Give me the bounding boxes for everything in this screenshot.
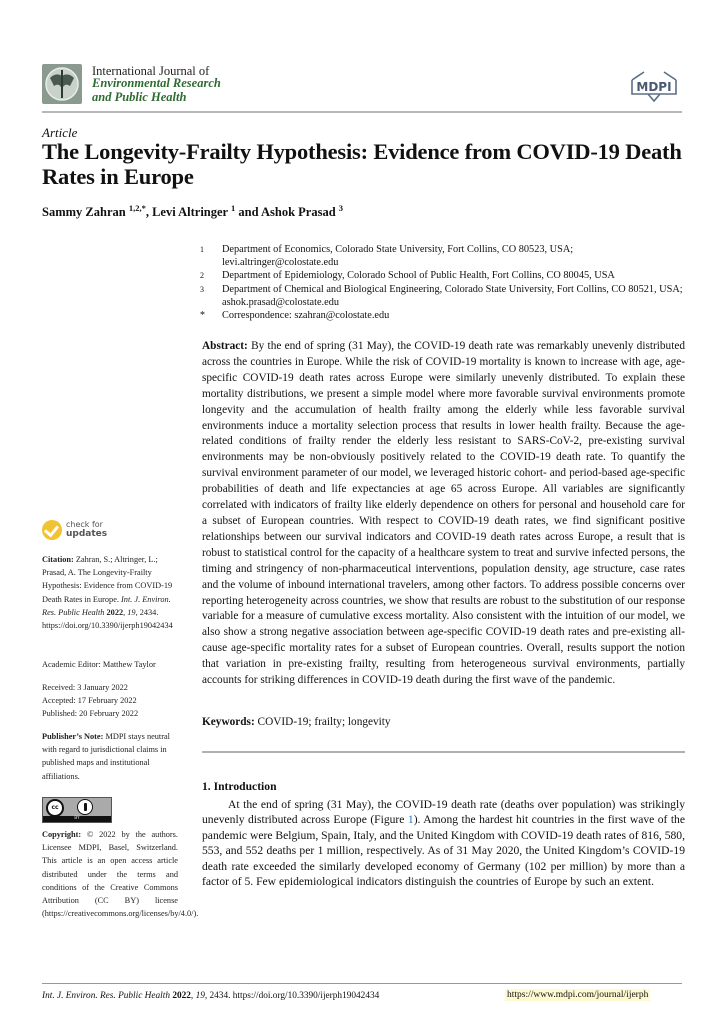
citation-label: Citation: xyxy=(42,555,74,564)
author-affiliation-ref: 1 xyxy=(231,203,236,213)
section-heading-introduction: 1. Introduction xyxy=(202,780,277,793)
affiliation-number: 2 xyxy=(200,271,204,281)
journal-name-line1: International Journal of xyxy=(92,64,210,78)
abstract-text: By the end of spring (31 May), the COVID-19 death rate was remarkably unevenly distributed across the countries in Europe. While the risk of COVID-19 mortality is known to increase with age, age-specific COVID-19 death rates across Europe were similarly unevenly distributed. To explain these mortality distributions, we present a simple model where more favorable survival environments promote longevity and the accumulation of health frailty among the elderly while less favorable survival environments induce a mortality selection process that results in lower health frailty. Because the age-related conditions of frailty render the elderly less resistant to SARS-CoV-2, pre-existing survival environments may be non-obviously positively related to the COVID-19 death rate. To quantify the survival environment parameter of our model, we leveraged historic cohort- and period-based age-specific probabilities of death and life expectancies at age 65 across Europe. All variables are significantly correlated with indicators of frailty like elderly dependence on others for personal and household care for a subset of European countries. With respect to COVID-19 death rates, we find significant positive relationships between our survival indicators and COVID-19 death rates across Europe, a result that is robust to statistical control for the capacity of a healthcare system to treat and survive infected persons, the timing and stringency of non-pharmaceutical interventions, population density, age structure, case rates and the volume of inbound international travelers, among other factors. To address possible concerns over reporting heterogeneity across countries, we show that results are robust to the substitution of our response variable for a measure of cumulative excess mortality. Also consistent with the intuition of our model, we also show a strong negative association between age-specific COVID-19 death rates and pre-existing all-cause age-specific mortality rates for a subset of European countries. Overall, results support the notion that variation in pre-existing frailty, resulting from heterogeneous survival environments, partially accounts for striking differences in COVID-19 death during the first wave of the pandemic. xyxy=(202,340,685,687)
journal-logo xyxy=(42,64,82,104)
affiliation-number: 3 xyxy=(200,284,204,294)
affiliations xyxy=(200,243,700,322)
intro-text: At the end of spring (31 May), the COVID-19 death rate (deaths over population) was strikingly unevenly distributed across Europe (Figure xyxy=(202,798,685,827)
intro-text: ). Among the hardest hit countries in the first wave of the pandemic were Belgium, Spain, Italy, and the United Kingdom with COVID-19 death rates of 816, 580, 553, and 552 deaths per 1 million, respectively. As of 31 May 2020, the United Kingdom’s COVID-19 death rate exceeded the similarly developed economy of Germany (102 per million) by more than a factor of 5. Few epidemiological indicators distinguish the countries of Europe by such an extent. xyxy=(202,813,685,889)
citation-text: Zahran, S.; Altringer, L.; Prasad, A. The Longevity-Frailty Hypothesis: Evidence from COVID-19 Death Rates in Europe. xyxy=(42,555,173,604)
journal-name-line2: Environmental Research xyxy=(92,76,221,90)
citation-doi[interactable]: , 2434. https://doi.org/10.3390/ijerph19042434 xyxy=(42,607,173,631)
author-affiliation-ref: 3 xyxy=(338,203,344,213)
author-separator: and xyxy=(235,205,261,220)
cc-by-label: BY xyxy=(43,816,111,822)
creative-commons-icon: cc xyxy=(46,799,64,817)
figure-reference-link[interactable]: 1 xyxy=(407,813,414,827)
citation-year: 2022 xyxy=(106,607,124,617)
author-name: Ashok Prasad xyxy=(260,205,336,220)
check-updates-line1: check for xyxy=(66,520,103,529)
affiliation-item xyxy=(200,309,700,322)
footer-journal: Int. J. Environ. Res. Public Health xyxy=(42,991,170,1001)
copyright-label: Copyright: xyxy=(42,830,82,839)
check-for-updates-button[interactable] xyxy=(42,520,152,546)
citation-journal: Int. J. Environ. Res. Public Health xyxy=(42,594,171,617)
affiliation-number: 1 xyxy=(200,245,204,254)
affiliation-item xyxy=(200,269,700,282)
affiliation-number: * xyxy=(200,310,205,322)
footer-citation: Int. J. Environ. Res. Public Health 2022, 19, 2434. https://doi.org/10.3390/ijerph19042434 xyxy=(42,991,380,1001)
publisher-note-label: Publisher’s Note: xyxy=(42,732,104,741)
publisher-note xyxy=(42,730,177,783)
abstract-label: Abstract: xyxy=(202,340,248,352)
attribution-person-icon xyxy=(77,799,93,815)
dates xyxy=(42,681,177,721)
citation: Citation: Zahran, S.; Altringer, L.; Prasad, A. The Longevity-Frailty Hypothesis: Evidence from COVID-19 Death Rates in Europe. Int. J. Environ. Res. Public Health 2022, 19, 2434. https://doi.org/10.3390/ijerph19042434 xyxy=(42,555,173,631)
keywords-text: COVID-19; frailty; longevity xyxy=(257,716,391,728)
footer-year: 2022 xyxy=(172,991,191,1001)
keywords-label: Keywords: xyxy=(202,716,255,728)
header-divider xyxy=(42,111,682,113)
affiliation-email[interactable]: levi.altringer@colostate.edu xyxy=(222,257,339,269)
check-updates-line2: updates xyxy=(66,529,108,539)
page-title: The Longevity-Frailty Hypothesis: Evidence from COVID-19 Death Rates in Europe xyxy=(42,139,682,189)
affiliation-text: Department of Economics, Colorado State University, Fort Collins, CO 80523, USA; xyxy=(222,244,574,255)
affiliation-text: Department of Epidemiology, Colorado School of Public Health, Fort Collins, CO 80045, USA xyxy=(222,270,615,282)
globe-caduceus-icon xyxy=(42,64,82,104)
mdpi-logo-icon xyxy=(626,70,682,104)
journal-url-link[interactable]: https://www.mdpi.com/journal/ijerph xyxy=(507,990,649,1000)
article-type: Article xyxy=(42,125,78,140)
copyright xyxy=(42,828,199,920)
publisher-note-text: MDPI stays neutral with regard to jurisdictional claims in published maps and institutional affiliations. xyxy=(42,732,170,781)
abstract xyxy=(202,339,685,689)
journal-name-line3: and Public Health xyxy=(92,90,187,104)
mdpi-logo[interactable] xyxy=(626,70,682,104)
received-date: Received: 3 January 2022 xyxy=(42,683,128,692)
footer-doi[interactable]: , 2434. https://doi.org/10.3390/ijerph19042434 xyxy=(204,991,380,1001)
author-list xyxy=(42,203,343,220)
copyright-text: © 2022 by the authors. Licensee MDPI, Basel, Switzerland. This article is an open access article distributed under the terms and conditions of the Creative Commons Attribution (CC BY) license (https://creativecommons.org/licenses/by/4.0/). xyxy=(42,830,199,919)
author-affiliation-ref: 1,2,* xyxy=(128,203,146,213)
affiliation-item xyxy=(200,243,700,269)
footer-volume: 19 xyxy=(195,991,205,1001)
author-name: Sammy Zahran xyxy=(42,205,126,220)
published-date: Published: 20 February 2022 xyxy=(42,709,139,719)
introduction-paragraph xyxy=(202,797,685,889)
correspondence-text: Correspondence: szahran@colostate.edu xyxy=(222,310,390,322)
author-separator: , xyxy=(145,205,153,220)
citation-volume: 19 xyxy=(127,607,136,617)
checkmark-icon xyxy=(42,520,62,540)
accepted-date: Accepted: 17 February 2022 xyxy=(42,696,137,706)
author-name: Levi Altringer xyxy=(152,205,228,220)
cc-by-license-badge[interactable] xyxy=(42,797,112,823)
affiliation-text: Department of Chemical and Biological Engineering, Colorado State University, Fort Collins, CO 80521, USA; xyxy=(222,283,683,295)
svg-text:MDPI: MDPI xyxy=(636,80,672,94)
affiliation-email[interactable]: ashok.prasad@colostate.edu xyxy=(222,296,339,308)
affiliation-item xyxy=(200,283,700,309)
keywords xyxy=(202,716,391,728)
section-divider xyxy=(202,751,685,753)
footer-divider xyxy=(42,983,682,984)
academic-editor: Academic Editor: Matthew Taylor xyxy=(42,660,156,669)
